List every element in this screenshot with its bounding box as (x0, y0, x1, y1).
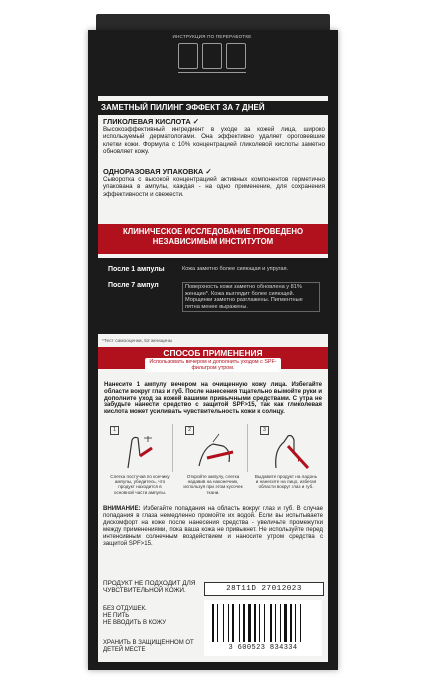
barcode-stripe (252, 604, 253, 642)
recycle-icon (202, 43, 222, 69)
step-caption: Откройте ампулу, слегка надавив на наконечник, используя при этом кусочек ткани. (183, 474, 243, 495)
usage-instructions: Нанесите 1 ампулу вечером на очищенную кожу лица. Избегайте области вокруг глаз и губ. После нанесения тщательно вымойте руки и дополните уход за кожей вашими привычными средствами. С утра не забудьте нанести средство с защитой SPF>15, так как гликолевая кислота может усиливать чувствительность кожи к солнцу. (104, 381, 322, 416)
cautions-list (103, 606, 199, 626)
result-label: После 7 ампул (108, 282, 159, 289)
glycolic-heading: ГЛИКОЛЕВАЯ КИСЛОТА ✓ (103, 117, 199, 126)
barcode-number: 3 600523 834334 (228, 644, 298, 652)
barcode-stripe (246, 604, 247, 642)
tap-ampoule-icon (118, 428, 168, 472)
warning-text: Избегайте попадания на область вокруг глаз и губ. В случае попадания в глаза немедленно промойте их водой. Если вы испытываете дискомфорт на коже после нанесения средства - увеличьте промежутки между применениями, пока ваша кожа не привыкнет. Не используйте перед интенсивным солнечным воздействием и наносите утром средства с защитой SPF>15. (103, 505, 323, 547)
barcode-stripe (228, 604, 229, 642)
barcode-stripe (230, 604, 231, 642)
barcode-stripe (277, 604, 279, 642)
barcode-stripe (219, 604, 222, 642)
barcode-stripe (270, 604, 272, 642)
warning (103, 506, 323, 547)
caution-item: БЕЗ ОТДУШЕК. (103, 606, 147, 612)
ampoule-body: Сыворотка с высокой концентрацией активных компонентов герметично упакована в ампулы, каждая - на одно применение, для сохранения эффективности и свежести. (103, 176, 325, 198)
barcode-stripe (217, 604, 218, 642)
barcode-stripe (225, 604, 227, 642)
barcode-stripe (293, 604, 294, 642)
barcode-stripe (241, 604, 242, 642)
caution-item: НЕ ВВОДИТЬ В КОЖУ (103, 619, 167, 626)
barcode-stripe (235, 604, 238, 642)
barcode (204, 600, 322, 656)
caution-item: НЕ ПИТЬ (103, 612, 130, 619)
step-caption: Слегка постучав по кончику ампулы, убедитесь, что продукт находится в основной части ампулы. (110, 474, 170, 495)
not-suitable-notice: ПРОДУКТ НЕ ПОДХОДИТ ДЛЯ ЧУВСТВИТЕЛЬНОЙ КОЖИ. (103, 580, 196, 595)
barcode-stripe (290, 604, 292, 642)
footnote: *Тест самооценки, 52 женщины (102, 339, 173, 344)
clinical-banner (98, 224, 328, 254)
barcode-stripe (300, 604, 301, 642)
barcode-stripe (212, 604, 214, 642)
glycolic-body: Высокоэффективный ингредиент в уходе за кожей лица, широко используемый дерматологами. Она эффективно удаляет ороговевшие клетки кожи. Формула с 10% концентрацией гликолевой кислоты заметно обновляет кожу. (103, 126, 325, 155)
usage-steps (104, 424, 322, 472)
recycle-icon (178, 43, 198, 69)
usage-title: СПОСОБ ПРИМЕНЕНИЯ (163, 348, 263, 358)
storage-notice: ХРАНИТЬ В ЗАЩИЩЕННОМ ОТ ДЕТЕЙ МЕСТЕ (103, 640, 194, 653)
barcode-stripe (297, 604, 299, 642)
barcode-stripe (215, 604, 216, 642)
barcode-stripe (254, 604, 256, 642)
barcode-stripe (257, 604, 258, 642)
barcode-stripe (243, 604, 245, 642)
glycolic-section (103, 118, 325, 155)
barcode-stripe (223, 604, 224, 642)
barcode-stripe (288, 604, 289, 642)
result-label: После 1 ампулы (108, 266, 165, 273)
barcode-stripe (239, 604, 240, 642)
clinical-line2: НЕЗАВИСИМЫМ ИНСТИТУТОМ (152, 237, 274, 246)
barcode-stripe (261, 604, 263, 642)
barcode-bars (212, 604, 314, 642)
headline: ЗАМЕТНЫЙ ПИЛИНГ ЭФФЕКТ ЗА 7 ДНЕЙ (98, 101, 328, 115)
step-2 (179, 424, 248, 472)
barcode-stripe (284, 604, 287, 642)
barcode-stripe (295, 604, 296, 642)
step-3 (254, 424, 322, 472)
result-text: Поверхность кожи заметно обновлена у 81% женщин*. Кожа выглядит более сияющей. Морщинки заметно разглажены. Пигментные пятна менее выражены. (182, 282, 320, 312)
open-ampoule-icon (193, 428, 243, 472)
barcode-stripe (259, 604, 260, 642)
barcode-stripe (266, 604, 269, 642)
barcode-stripe (248, 604, 251, 642)
recycling-divider (178, 72, 246, 79)
barcode-stripe (280, 604, 281, 642)
barcode-stripe (273, 604, 274, 642)
step-number: 1 (110, 426, 119, 435)
recycle-icon (226, 43, 246, 69)
recycling-title: ИНСТРУКЦИЯ ПО ПЕРЕРАБОТКЕ (172, 34, 252, 39)
usage-subtitle: Использовать вечером и дополнить уходом с SPF-фильтром утром. (145, 358, 281, 372)
ampoule-section (103, 168, 325, 198)
batch-code: 28T11D 27012023 (204, 582, 324, 596)
barcode-stripe (264, 604, 265, 642)
recycling-instructions (172, 34, 252, 82)
barcode-stripe (302, 604, 304, 642)
recycling-icons (178, 43, 246, 69)
step-number: 2 (185, 426, 194, 435)
results-panel (98, 258, 328, 334)
barcode-stripe (275, 604, 276, 642)
result-text: Кожа заметно более сияющая и упругая. (182, 266, 289, 272)
warning-label: ВНИМАНИЕ: (103, 505, 141, 512)
step-caption: Выдавите продукт на ладонь и нанесите на лицо, избегая области вокруг глаз и губ. (254, 474, 318, 490)
clinical-line1: КЛИНИЧЕСКОЕ ИССЛЕДОВАНИЕ ПРОВЕДЕНО (122, 227, 304, 236)
barcode-stripe (232, 604, 234, 642)
step-1 (104, 424, 173, 472)
squeeze-ampoule-icon (268, 428, 318, 472)
step-number: 3 (260, 426, 269, 435)
ampoule-heading: ОДНОРАЗОВАЯ УПАКОВКА ✓ (103, 167, 212, 176)
barcode-stripe (282, 604, 283, 642)
